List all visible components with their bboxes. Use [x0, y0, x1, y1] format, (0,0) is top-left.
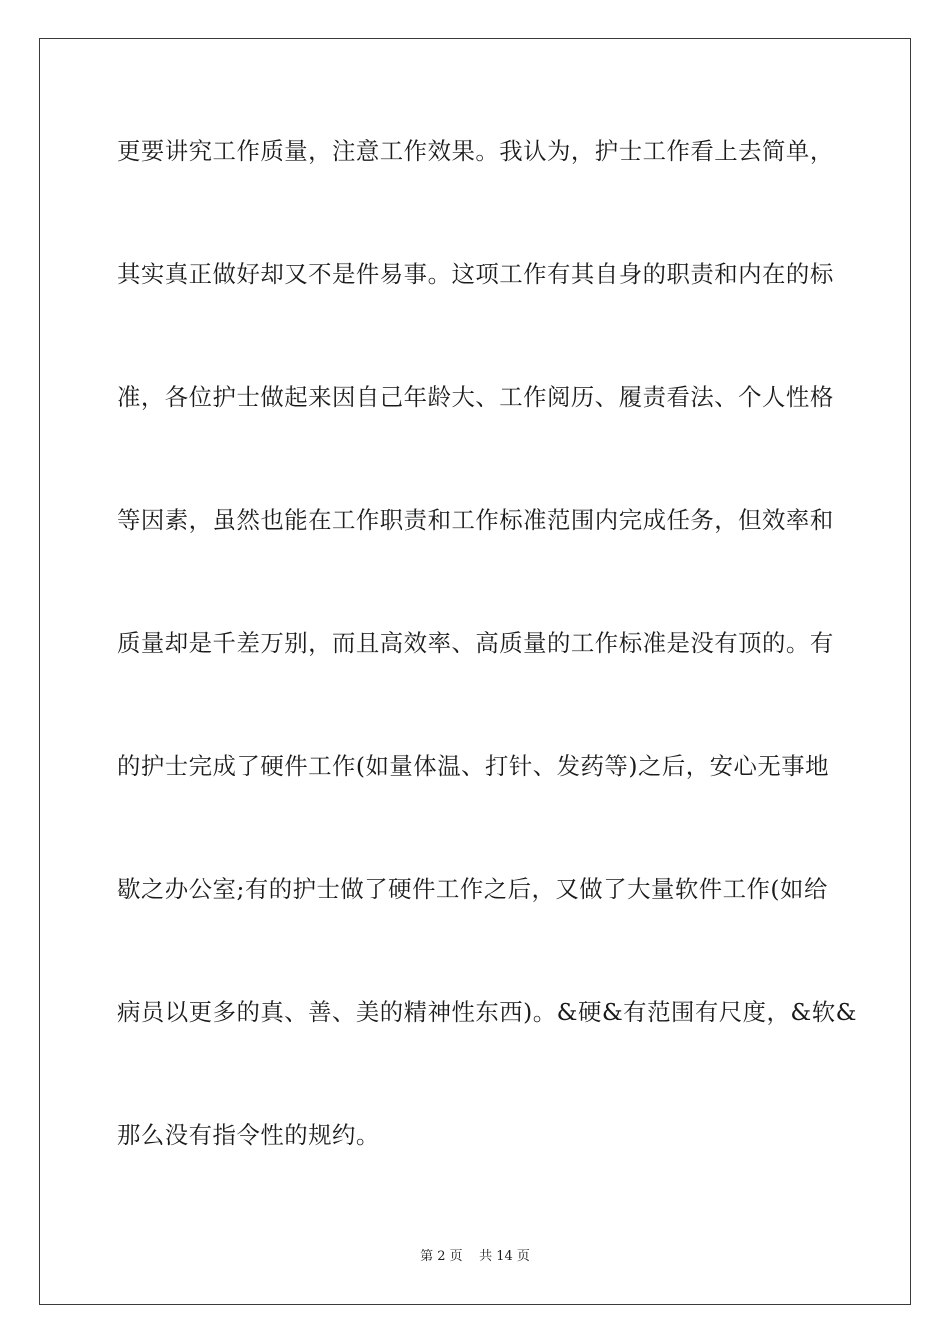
- text-line-3: 准，各位护士做起来因自己年龄大、工作阅历、履责看法、个人性格: [117, 383, 834, 411]
- text-line-6: 的护士完成了硬件工作(如量体温、打针、发药等)之后，安心无事地: [117, 752, 830, 780]
- text-line-5: 质量却是千差万别，而且高效率、高质量的工作标准是没有顶的。有: [117, 629, 834, 657]
- text-line-8: 病员以更多的真、善、美的精神性东西)。&硬&有范围有尺度，&软&: [117, 998, 857, 1026]
- page-number-footer: 第 2 页 共 14 页: [420, 1249, 530, 1264]
- text-line-1: 更要讲究工作质量，注意工作效果。我认为，护士工作看上去简单，: [117, 137, 834, 165]
- text-line-4: 等因素，虽然也能在工作职责和工作标准范围内完成任务，但效率和: [117, 506, 834, 534]
- text-line-9: 那么没有指令性的规约。: [117, 1121, 380, 1149]
- text-line-2: 其实真正做好却又不是件易事。这项工作有其自身的职责和内在的标: [117, 260, 834, 288]
- text-line-7: 歇之办公室;有的护士做了硬件工作之后，又做了大量软件工作(如给: [117, 875, 828, 903]
- document-body: [117, 120, 857, 1227]
